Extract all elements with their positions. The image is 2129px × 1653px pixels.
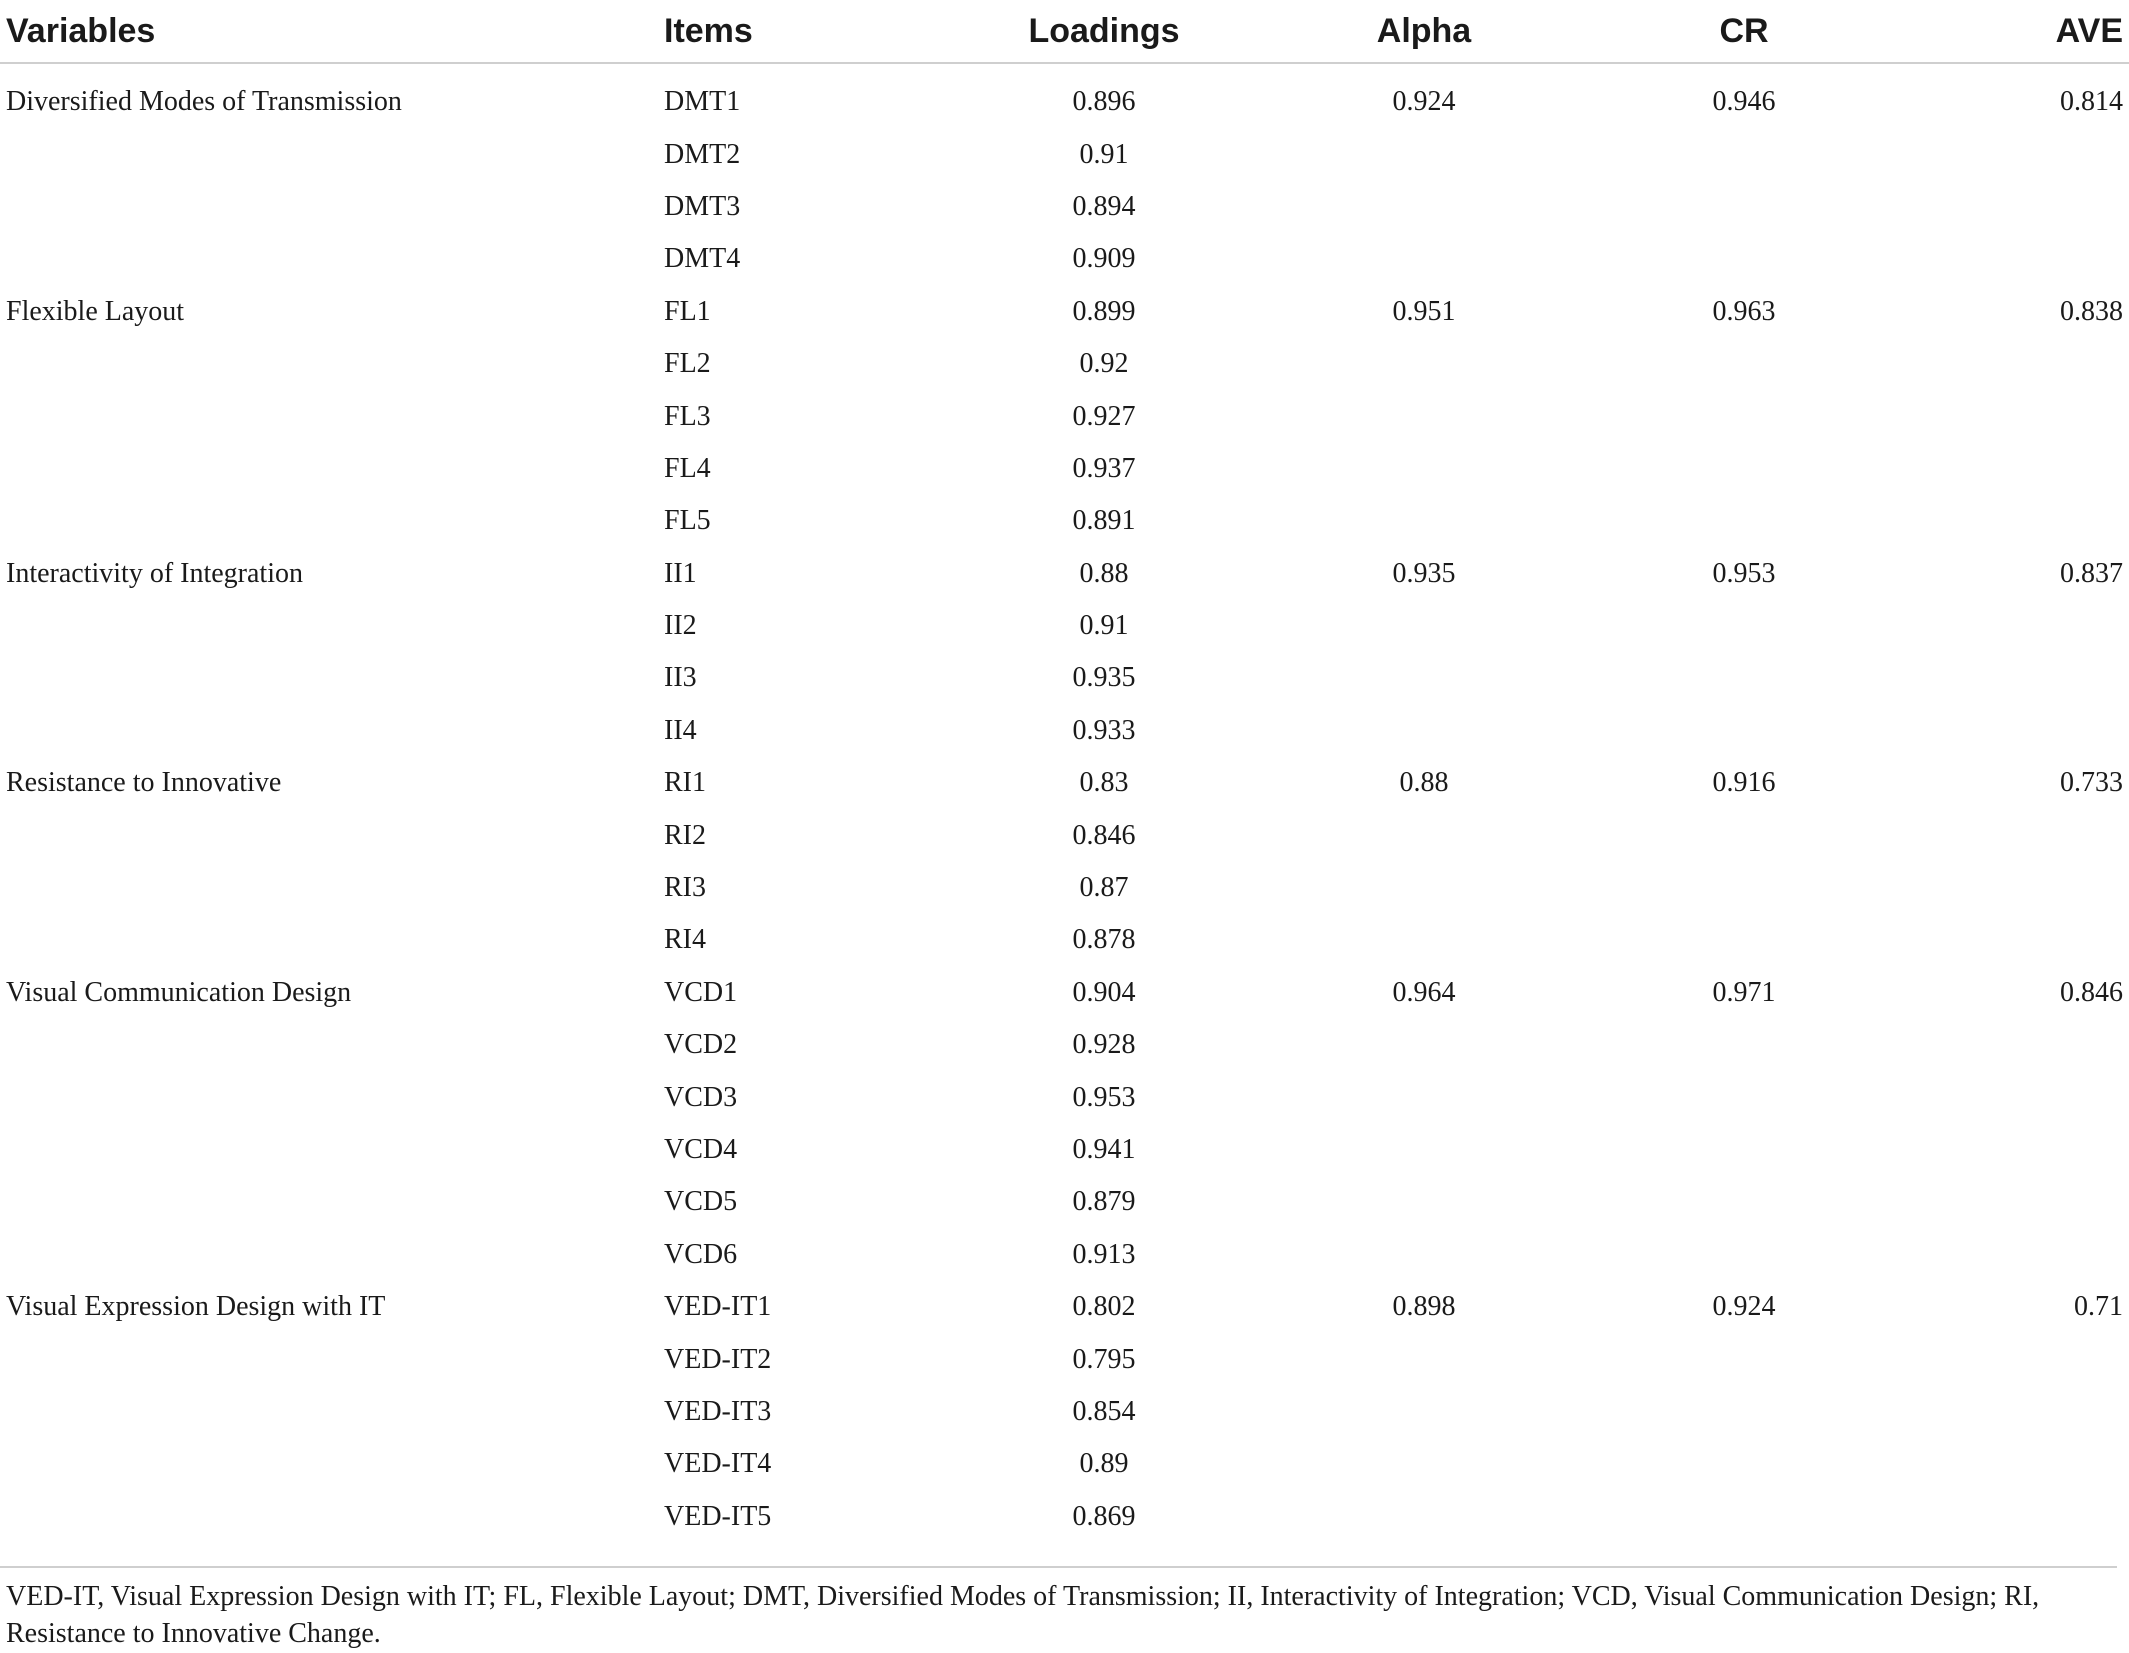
item-cell: II3 xyxy=(664,662,697,694)
loading-cell: 0.802 xyxy=(1072,1291,1136,1323)
cr-cell xyxy=(1584,1019,1904,1071)
table-row xyxy=(0,1071,2129,1123)
loading-cell: 0.795 xyxy=(1072,1343,1136,1375)
loading-cell: 0.854 xyxy=(1072,1395,1136,1427)
loading-cell: 0.913 xyxy=(1072,1238,1136,1270)
alpha-cell xyxy=(1264,705,1584,757)
ave-cell: 0.733 xyxy=(2060,767,2123,799)
header-alpha: Alpha xyxy=(1264,0,1584,63)
cr-cell xyxy=(1584,181,1904,233)
alpha-cell: 0.935 xyxy=(1392,557,1456,589)
table-row xyxy=(0,1438,2129,1490)
variable-cell xyxy=(0,914,664,966)
item-cell: RI2 xyxy=(664,819,706,851)
alpha-cell xyxy=(1264,1124,1584,1176)
cr-cell xyxy=(1584,1229,1904,1281)
table-row xyxy=(0,286,2129,338)
loading-cell: 0.935 xyxy=(1072,662,1136,694)
table-row xyxy=(0,1124,2129,1176)
alpha-cell xyxy=(1264,862,1584,914)
ave-cell: 0.71 xyxy=(2074,1291,2123,1323)
variable-cell xyxy=(0,495,664,547)
table-row xyxy=(0,1019,2129,1071)
cr-cell: 0.946 xyxy=(1712,86,1776,118)
item-cell: VCD2 xyxy=(664,1029,738,1061)
variable-cell xyxy=(0,600,664,652)
ave-cell xyxy=(1904,809,2129,861)
ave-cell xyxy=(1904,1491,2129,1543)
variable-cell xyxy=(0,1229,664,1281)
alpha-cell xyxy=(1264,495,1584,547)
table-row xyxy=(0,914,2129,966)
table-row xyxy=(0,757,2129,809)
item-cell: DMT4 xyxy=(664,243,741,275)
header-row xyxy=(0,0,2129,63)
loading-cell: 0.83 xyxy=(1079,767,1129,799)
alpha-cell xyxy=(1264,1333,1584,1385)
ave-cell xyxy=(1904,181,2129,233)
cr-cell xyxy=(1584,914,1904,966)
ave-cell xyxy=(1904,1071,2129,1123)
item-cell: VED-IT5 xyxy=(664,1500,772,1532)
table-footnote: VED-IT, Visual Expression Design with IT; FL, Flexible Layout; DMT, Diversified Modes of Transmission; II, Interactivity of Integration; VCD, Visual Communication Design; RI, Resistance to Innovative Change. xyxy=(6,1581,2040,1649)
ave-cell xyxy=(1904,1229,2129,1281)
ave-cell xyxy=(1904,862,2129,914)
table-row xyxy=(0,63,2129,128)
ave-cell xyxy=(1904,1124,2129,1176)
header-ave: AVE xyxy=(1904,0,2129,63)
loading-cell: 0.846 xyxy=(1072,819,1136,851)
table-row xyxy=(0,862,2129,914)
footer-divider xyxy=(0,1566,2117,1568)
alpha-cell xyxy=(1264,1491,1584,1543)
alpha-cell xyxy=(1264,1176,1584,1228)
table-row xyxy=(0,967,2129,1019)
alpha-cell xyxy=(1264,181,1584,233)
alpha-cell xyxy=(1264,390,1584,442)
loading-cell: 0.937 xyxy=(1072,452,1136,484)
cr-cell xyxy=(1584,1176,1904,1228)
alpha-cell: 0.924 xyxy=(1392,86,1456,118)
cr-cell: 0.971 xyxy=(1712,976,1776,1008)
header-loadings: Loadings xyxy=(944,0,1264,63)
ave-cell xyxy=(1904,1176,2129,1228)
cr-cell: 0.953 xyxy=(1712,557,1776,589)
loading-cell: 0.909 xyxy=(1072,243,1136,275)
ave-cell xyxy=(1904,128,2129,180)
table-row xyxy=(0,809,2129,861)
item-cell: FL1 xyxy=(664,295,711,327)
alpha-cell xyxy=(1264,128,1584,180)
loading-cell: 0.89 xyxy=(1079,1448,1129,1480)
item-cell: DMT3 xyxy=(664,190,741,222)
alpha-cell xyxy=(1264,233,1584,285)
item-cell: VCD4 xyxy=(664,1134,738,1165)
variable-cell: Diversified Modes of Transmission xyxy=(6,86,402,118)
table-row xyxy=(0,390,2129,442)
variable-cell xyxy=(0,1176,664,1228)
loading-cell: 0.92 xyxy=(1079,348,1129,380)
alpha-cell xyxy=(1264,652,1584,704)
item-cell: II1 xyxy=(664,557,697,589)
ave-cell xyxy=(1904,1019,2129,1071)
item-cell: VED-IT4 xyxy=(664,1448,772,1480)
variable-cell xyxy=(0,862,664,914)
table-row xyxy=(0,181,2129,233)
ave-cell: 0.814 xyxy=(2060,86,2123,118)
ave-cell xyxy=(1904,705,2129,757)
alpha-cell xyxy=(1264,600,1584,652)
variable-cell xyxy=(0,443,664,495)
item-cell: II4 xyxy=(664,714,697,746)
alpha-cell xyxy=(1264,914,1584,966)
item-cell: VED-IT3 xyxy=(664,1395,772,1427)
item-cell: VED-IT1 xyxy=(664,1291,772,1323)
loading-cell: 0.878 xyxy=(1072,924,1136,956)
loading-cell: 0.88 xyxy=(1079,557,1129,589)
cr-cell xyxy=(1584,338,1904,390)
alpha-cell: 0.964 xyxy=(1392,976,1456,1008)
cr-cell xyxy=(1584,1438,1904,1490)
cr-cell xyxy=(1584,652,1904,704)
alpha-cell xyxy=(1264,1438,1584,1490)
ave-cell xyxy=(1904,233,2129,285)
cr-cell xyxy=(1584,600,1904,652)
item-cell: DMT1 xyxy=(664,86,741,118)
loading-cell: 0.879 xyxy=(1072,1186,1136,1218)
loading-cell: 0.953 xyxy=(1072,1081,1136,1113)
variable-cell xyxy=(0,1438,664,1490)
header-items: Items xyxy=(664,0,944,63)
item-cell: VCD6 xyxy=(664,1238,738,1270)
loading-cell: 0.904 xyxy=(1072,976,1136,1008)
table-header xyxy=(0,0,2129,63)
variable-cell xyxy=(0,233,664,285)
table-row xyxy=(0,495,2129,547)
variable-cell xyxy=(0,652,664,704)
variable-cell xyxy=(0,390,664,442)
variable-cell xyxy=(0,181,664,233)
cr-cell xyxy=(1584,1386,1904,1438)
item-cell: FL3 xyxy=(664,400,711,432)
item-cell: VED-IT2 xyxy=(664,1343,772,1375)
ave-cell xyxy=(1904,914,2129,966)
cr-cell xyxy=(1584,390,1904,442)
header-variables: Variables xyxy=(0,0,664,63)
ave-cell: 0.837 xyxy=(2060,557,2123,589)
table-row xyxy=(0,443,2129,495)
item-cell: RI4 xyxy=(664,924,706,956)
variable-cell xyxy=(0,1386,664,1438)
table-body xyxy=(0,63,2129,1543)
loading-cell: 0.891 xyxy=(1072,505,1136,537)
table-row xyxy=(0,600,2129,652)
cr-cell xyxy=(1584,443,1904,495)
item-cell: FL2 xyxy=(664,348,711,380)
loading-cell: 0.928 xyxy=(1072,1029,1136,1061)
cr-cell xyxy=(1584,233,1904,285)
table-row xyxy=(0,1333,2129,1385)
item-cell: VCD3 xyxy=(664,1081,738,1113)
cr-cell xyxy=(1584,809,1904,861)
item-cell: VCD5 xyxy=(664,1186,738,1218)
loading-cell: 0.894 xyxy=(1072,190,1136,222)
variable-cell xyxy=(0,705,664,757)
loading-cell: 0.933 xyxy=(1072,714,1136,746)
item-cell: FL4 xyxy=(664,452,711,484)
table-row xyxy=(0,233,2129,285)
ave-cell xyxy=(1904,495,2129,547)
ave-cell xyxy=(1904,600,2129,652)
ave-cell xyxy=(1904,1438,2129,1490)
variable-cell xyxy=(0,809,664,861)
alpha-cell xyxy=(1264,1019,1584,1071)
loading-cell: 0.869 xyxy=(1072,1500,1136,1532)
variable-cell: Visual Expression Design with IT xyxy=(6,1291,386,1323)
cr-cell: 0.924 xyxy=(1712,1291,1776,1323)
alpha-cell xyxy=(1264,338,1584,390)
table-row xyxy=(0,1491,2129,1543)
item-cell: RI1 xyxy=(664,767,706,799)
variable-cell: Visual Communication Design xyxy=(6,976,352,1008)
variable-cell xyxy=(0,1491,664,1543)
alpha-cell xyxy=(1264,1071,1584,1123)
item-cell: DMT2 xyxy=(664,138,741,170)
variable-cell xyxy=(0,338,664,390)
table-row xyxy=(0,1229,2129,1281)
variable-cell xyxy=(0,1071,664,1123)
variable-cell xyxy=(0,128,664,180)
loading-cell: 0.899 xyxy=(1072,295,1136,327)
alpha-cell xyxy=(1264,809,1584,861)
ave-cell xyxy=(1904,443,2129,495)
cr-cell xyxy=(1584,1071,1904,1123)
variable-cell: Flexible Layout xyxy=(6,295,185,327)
alpha-cell: 0.898 xyxy=(1392,1291,1456,1323)
alpha-cell xyxy=(1264,443,1584,495)
table-row xyxy=(0,1176,2129,1228)
alpha-cell xyxy=(1264,1229,1584,1281)
table-row xyxy=(0,652,2129,704)
cr-cell xyxy=(1584,128,1904,180)
loading-cell: 0.941 xyxy=(1072,1134,1136,1165)
table-row xyxy=(0,1386,2129,1438)
loading-cell: 0.91 xyxy=(1079,138,1129,170)
alpha-cell xyxy=(1264,1386,1584,1438)
cr-cell xyxy=(1584,705,1904,757)
ave-cell: 0.846 xyxy=(2060,976,2123,1008)
table-row xyxy=(0,705,2129,757)
item-cell: VCD1 xyxy=(664,976,738,1008)
variable-cell: Resistance to Innovative xyxy=(6,767,282,799)
cr-cell: 0.916 xyxy=(1712,767,1776,799)
variable-cell: Interactivity of Integration xyxy=(6,557,303,589)
cr-cell xyxy=(1584,495,1904,547)
loading-cell: 0.87 xyxy=(1079,872,1129,904)
table-row xyxy=(0,338,2129,390)
variable-cell xyxy=(0,1333,664,1385)
loading-cell: 0.927 xyxy=(1072,400,1136,432)
item-cell: II2 xyxy=(664,610,697,642)
table-row xyxy=(0,1281,2129,1333)
cr-cell: 0.963 xyxy=(1712,295,1776,327)
variable-cell xyxy=(0,1019,664,1071)
ave-cell: 0.838 xyxy=(2060,295,2123,327)
alpha-cell: 0.951 xyxy=(1392,295,1456,327)
cr-cell xyxy=(1584,1124,1904,1176)
ave-cell xyxy=(1904,390,2129,442)
ave-cell xyxy=(1904,338,2129,390)
cr-cell xyxy=(1584,1333,1904,1385)
loading-cell: 0.896 xyxy=(1072,86,1136,118)
cr-cell xyxy=(1584,862,1904,914)
ave-cell xyxy=(1904,652,2129,704)
loading-cell: 0.91 xyxy=(1079,610,1129,642)
table-row xyxy=(0,548,2129,600)
ave-cell xyxy=(1904,1386,2129,1438)
ave-cell xyxy=(1904,1333,2129,1385)
table-row xyxy=(0,128,2129,180)
item-cell: FL5 xyxy=(664,505,711,537)
header-cr: CR xyxy=(1584,0,1904,63)
variable-cell xyxy=(0,1124,664,1176)
cr-cell xyxy=(1584,1491,1904,1543)
item-cell: RI3 xyxy=(664,872,706,904)
alpha-cell: 0.88 xyxy=(1399,767,1449,799)
